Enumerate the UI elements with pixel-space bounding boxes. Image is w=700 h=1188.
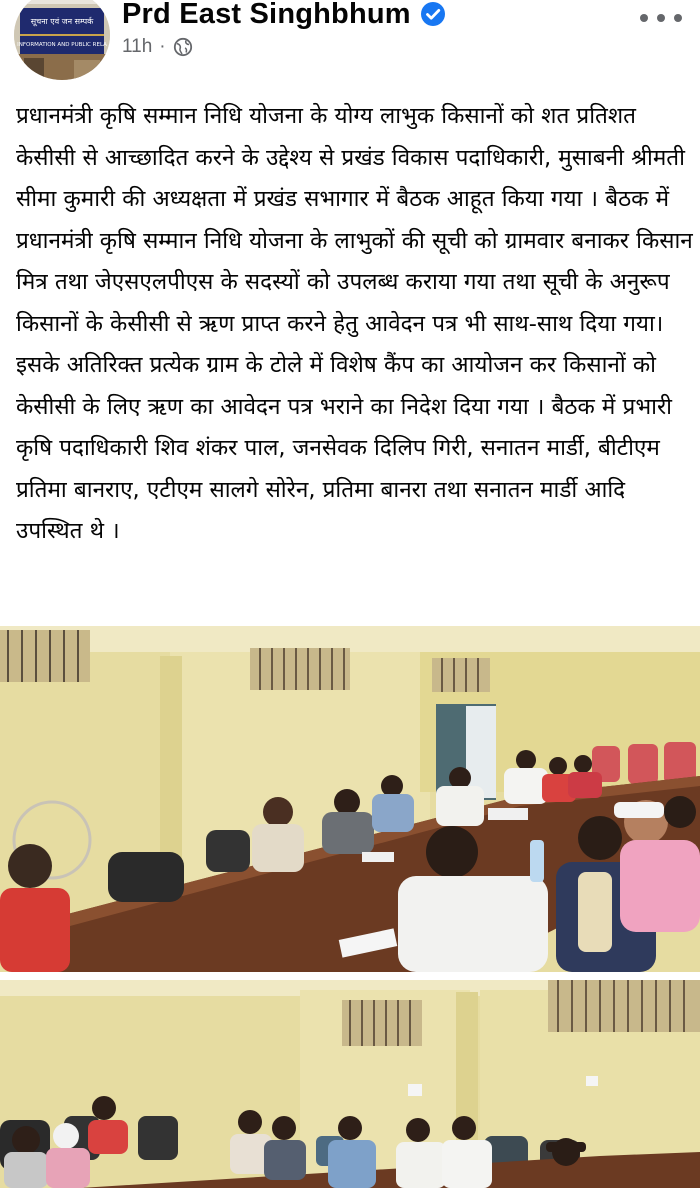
post-meta xyxy=(122,36,193,58)
post-timestamp[interactable]: 11h xyxy=(122,36,153,57)
name-row xyxy=(122,0,446,34)
meeting-photo-1 xyxy=(0,626,700,972)
dot xyxy=(657,14,665,22)
page-name[interactable]: Prd East Singhbhum xyxy=(122,0,411,30)
post-body-text: प्रधानमंत्री कृषि सम्मान निधि योजना के योग्य लाभुक किसानों को शत प्रतिशत केसीसी से आच्छादित करने के उद्देश्य से प्रखंड विकास पदाधिकारी, मुसाबनी श्रीमती सीमा कुमारी की अध्यक्षता में प्रखंड सभागार में बैठक आहूत किया गया । बैठक में प्रधानमंत्री कृषि सम्मान निधि योजना के लाभुकों की सूची को ग्रामवार बनाकर किसान मित्र तथा जेएसएलपीएस के सदस्यों को उपलब्ध कराया गया तथा सूची के अनुरूप किसानों के केसीसी से ऋण प्राप्त करने हेतु आवेदन पत्र भी साथ-साथ दिया गया। इसके अतिरिक्त प्रत्येक ग्राम के टोले में विशेष कैंप का आयोजन कर किसानों को केसीसी के लिए ऋण का आवेदन पत्र भराने का निदेश दिया गया । बैठक में प्रभारी कृषि पदाधिकारी शिव शंकर पाल, जनसेवक दिलिप गिरी, सनातन मार्डी, बीटीएम प्रतिमा बानराए, एटीएम सालगे सोरेन, प्रतिमा बानरा तथा सनातन मार्डी आदि उपस्थित थे । xyxy=(16,103,693,544)
dot xyxy=(640,14,648,22)
post-photo-1[interactable] xyxy=(0,626,700,972)
meta-separator: · xyxy=(159,36,166,57)
verified-badge-icon xyxy=(420,1,446,27)
avatar-image xyxy=(14,0,110,80)
page-avatar[interactable] xyxy=(14,0,110,80)
post-header xyxy=(0,0,700,80)
dot xyxy=(674,14,682,22)
globe-icon xyxy=(173,37,193,57)
avatar-text-english: INFORMATION AND PUBLIC RELA xyxy=(17,42,107,48)
photo-gap xyxy=(0,972,700,980)
avatar-text-hindi: सूचना एवं जन सम्पर्क xyxy=(30,17,94,26)
post-photo-2[interactable] xyxy=(0,980,700,1188)
more-options-icon[interactable] xyxy=(640,6,682,30)
meeting-photo-2 xyxy=(0,980,700,1188)
